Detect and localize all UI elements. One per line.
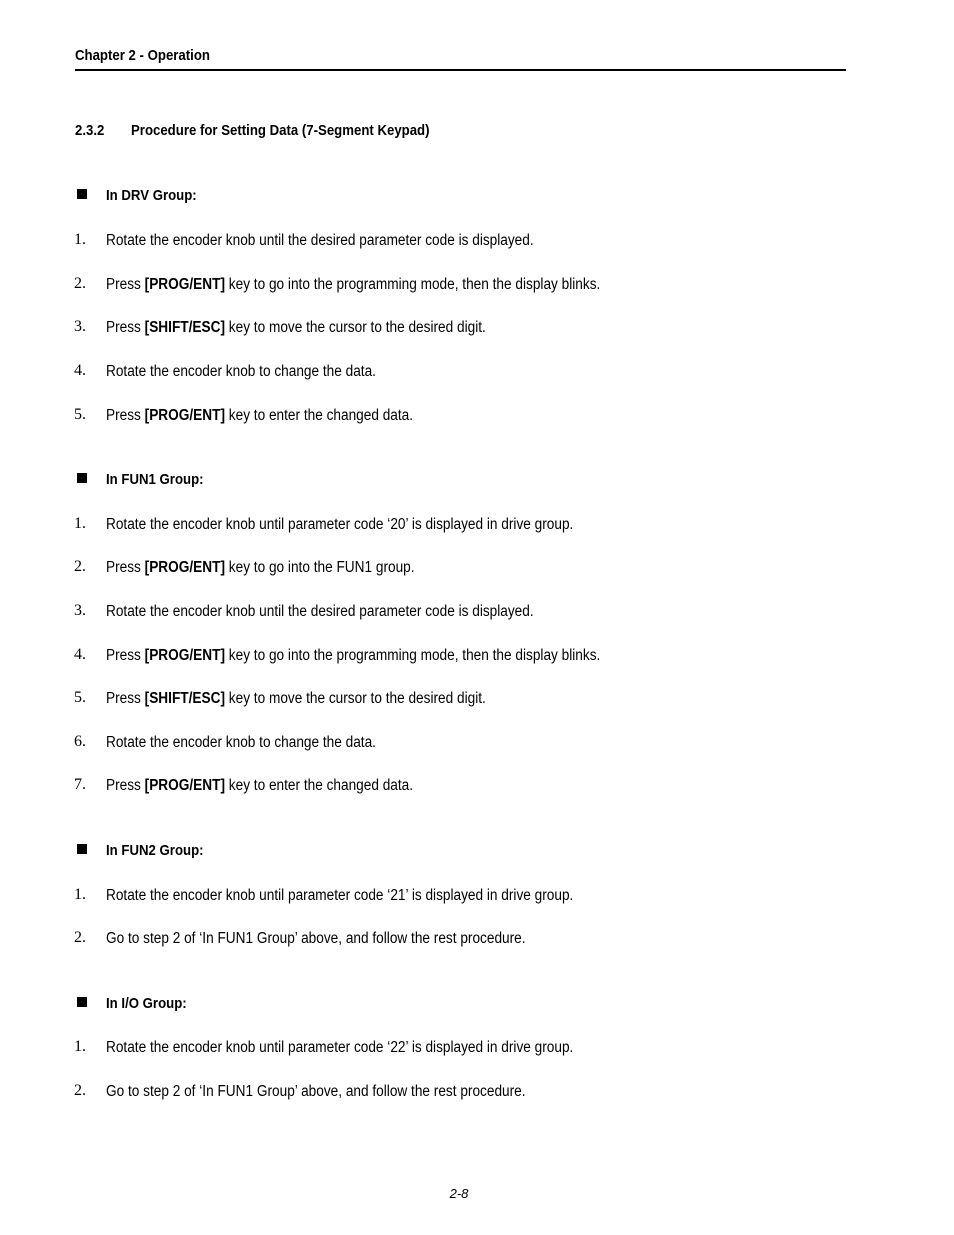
step-text (106, 232, 534, 250)
step-text-lead: Press (106, 276, 145, 293)
step-text-lead: Press (106, 559, 145, 576)
step-text (106, 1083, 526, 1101)
step-text-lead: Rotate the encoder knob until the desired parameter code is displayed. (106, 232, 534, 249)
step-number: 1. (74, 1038, 86, 1055)
step-text (106, 734, 376, 752)
step-number: 2. (74, 929, 86, 946)
step-text-trail: key to move the cursor to the desired digit. (224, 319, 486, 336)
group-title-text: In FUN1 Group: (106, 471, 204, 488)
group-title (75, 842, 204, 859)
step-number: 4. (74, 362, 86, 379)
step-number: 5. (74, 406, 86, 423)
step-text-trail: key to enter the changed data. (224, 407, 414, 424)
step-text (106, 647, 600, 665)
step-number: 1. (74, 231, 86, 248)
step-text-trail: key to move the cursor to the desired digit. (224, 690, 486, 707)
step-text-lead: Press (106, 690, 145, 707)
step-text-trail: key to go into the programming mode, then the display blinks. (224, 647, 601, 664)
step-text-lead: Go to step 2 of ‘In FUN1 Group’ above, and follow the rest procedure. (106, 930, 526, 947)
group-title-text: In FUN2 Group: (106, 842, 204, 859)
square-bullet-icon (77, 473, 87, 483)
group-title (75, 471, 204, 488)
step-text (106, 319, 486, 337)
key-label: [SHIFT/ESC] (144, 319, 225, 336)
square-bullet-icon (77, 189, 87, 199)
step-text-lead: Go to step 2 of ‘In FUN1 Group’ above, and follow the rest procedure. (106, 1083, 526, 1100)
step-number: 3. (74, 318, 86, 335)
step-text-lead: Rotate the encoder knob until parameter code ‘20’ is displayed in drive group. (106, 516, 574, 533)
step-text-lead: Rotate the encoder knob until the desired parameter code is displayed. (106, 603, 534, 620)
step-number: 1. (74, 515, 86, 532)
step-text-lead: Rotate the encoder knob to change the data. (106, 734, 376, 751)
step-number: 6. (74, 733, 86, 750)
step-number: 2. (74, 1082, 86, 1099)
step-number: 2. (74, 558, 86, 575)
step-text (106, 930, 526, 948)
step-text (106, 559, 415, 577)
key-label: [PROG/ENT] (144, 276, 225, 293)
group-title (75, 995, 187, 1012)
step-text-lead: Press (106, 647, 145, 664)
group-title-text: In DRV Group: (106, 187, 197, 204)
step-number: 1. (74, 886, 86, 903)
section-number: 2.3.2 (75, 122, 105, 139)
step-text (106, 363, 376, 381)
key-label: [PROG/ENT] (144, 647, 225, 664)
step-text (106, 777, 413, 795)
step-number: 7. (74, 776, 86, 793)
step-text (106, 603, 534, 621)
step-text (106, 887, 573, 905)
step-number: 5. (74, 689, 86, 706)
step-text-lead: Press (106, 319, 145, 336)
step-text (106, 1039, 573, 1057)
section-title: Procedure for Setting Data (7-Segment Keypad) (131, 122, 430, 139)
key-label: [PROG/ENT] (144, 407, 225, 424)
group-title (75, 187, 197, 204)
step-number: 3. (74, 602, 86, 619)
square-bullet-icon (77, 844, 87, 854)
chapter-header: Chapter 2 - Operation (75, 47, 210, 64)
step-text-lead: Rotate the encoder knob until parameter code ‘22’ is displayed in drive group. (106, 1039, 574, 1056)
step-text-trail: key to go into the programming mode, then the display blinks. (224, 276, 601, 293)
step-text-lead: Rotate the encoder knob to change the data. (106, 363, 376, 380)
step-text-trail: key to go into the FUN1 group. (224, 559, 415, 576)
header-rule (75, 69, 846, 71)
step-number: 4. (74, 646, 86, 663)
step-text-lead: Rotate the encoder knob until parameter code ‘21’ is displayed in drive group. (106, 887, 574, 904)
square-bullet-icon (77, 997, 87, 1007)
key-label: [SHIFT/ESC] (144, 690, 225, 707)
key-label: [PROG/ENT] (144, 559, 225, 576)
step-text (106, 516, 573, 534)
step-text (106, 276, 600, 294)
step-text-trail: key to enter the changed data. (224, 777, 414, 794)
page-number: 2-8 (449, 1186, 469, 1201)
group-title-text: In I/O Group: (106, 995, 187, 1012)
key-label: [PROG/ENT] (144, 777, 225, 794)
step-text-lead: Press (106, 407, 145, 424)
step-number: 2. (74, 275, 86, 292)
step-text-lead: Press (106, 777, 145, 794)
step-text (106, 407, 413, 425)
step-text (106, 690, 486, 708)
